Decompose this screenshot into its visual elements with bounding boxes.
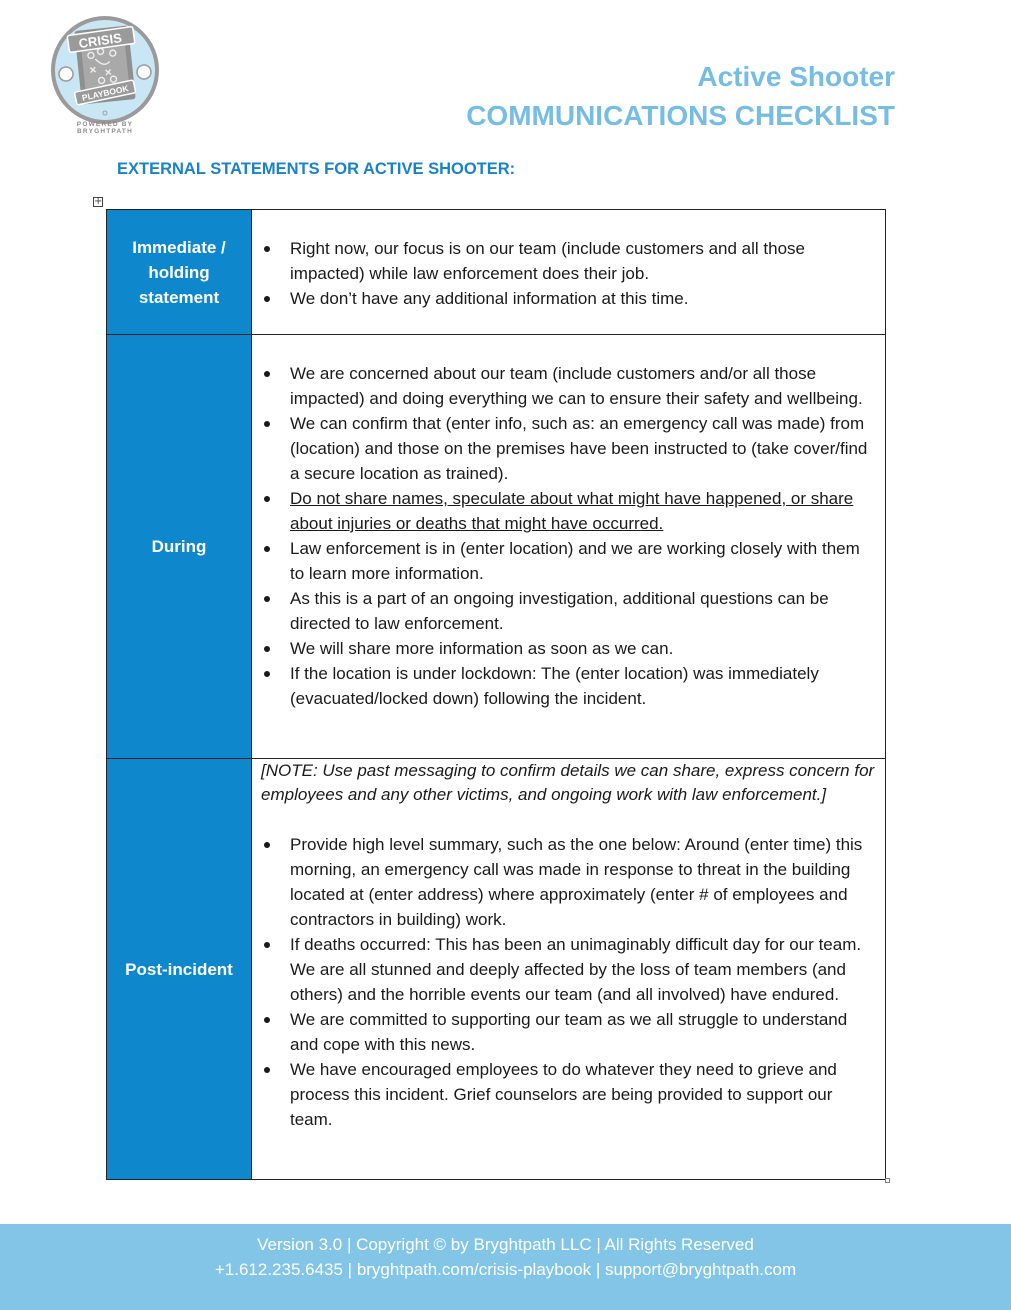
table-row-post-incident <box>107 758 885 1179</box>
bullet-text: If deaths occurred: This has been an unimaginably difficult day for our team. We are all stunned and deeply affected by the loss of team members (and others) and the horrible events our team (and all involved) have endured. <box>290 935 862 1004</box>
bullet-item <box>261 1007 877 1057</box>
bullet-item <box>261 1057 877 1132</box>
table-move-handle-icon[interactable]: + <box>94 196 103 207</box>
footer-contact: +1.612.235.6435 | bryghtpath.com/crisis-playbook | support@bryghtpath.com <box>214 1260 797 1279</box>
bullet-text: As this is a part of an ongoing investigation, additional questions can be directed to law enforcement. <box>290 589 829 633</box>
bullet-text: We don’t have any additional information at this time. <box>290 289 689 308</box>
bullet-text: We can confirm that (enter info, such as: an emergency call was made) from (location) and those on the premises have been instructed to (take cover/find a secure location as trained). <box>290 414 868 483</box>
bullet-text: We have encouraged employees to do whatever they need to grieve and process this incident. Grief counselors are being provided to support our team. <box>290 1060 837 1129</box>
document-title <box>466 58 895 136</box>
row-content <box>252 335 885 758</box>
bullet-item <box>261 536 877 586</box>
title-line-1: Active Shooter <box>697 61 895 92</box>
bullet-text: If the location is under lockdown: The (enter location) was immediately (evacuated/locked down) following the incident. <box>290 664 819 708</box>
bullet-text-emphasis: Do not share names, speculate about what might have happened, or share about injuries or deaths that might have occurred. <box>290 489 854 533</box>
bullet-text: Provide high level summary, such as the one below: Around (enter time) this morning, an emergency call was made in response to threat in the building located at (enter address) where approximately (enter # of employees and contractors in building) work. <box>290 835 863 929</box>
bullet-item <box>261 661 877 711</box>
row-content <box>252 210 885 334</box>
table-row-during <box>107 334 885 758</box>
row-content <box>252 759 885 1179</box>
bullet-item <box>261 286 877 311</box>
bullet-item <box>261 832 877 932</box>
bullet-item <box>261 932 877 1007</box>
bullet-text: We will share more information as soon as we can. <box>290 639 674 658</box>
row-label: Immediate / holding statement <box>107 210 252 334</box>
logo-brand-bottom: PLAYBOOK <box>80 83 130 103</box>
bullet-item <box>261 361 877 411</box>
bullet-text: Law enforcement is in (enter location) and we are working closely with them to learn more information. <box>290 539 860 583</box>
table-resize-handle-icon[interactable] <box>885 1178 890 1183</box>
bullet-text: We are concerned about our team (include customers and/or all those impacted) and doing everything we can to ensure their safety and wellbeing. <box>290 364 863 408</box>
row-label: Post-incident <box>107 759 252 1179</box>
bullet-item <box>261 586 877 636</box>
logo-brand-top: CRISIS <box>77 30 123 52</box>
bullet-item <box>261 486 877 536</box>
crisis-playbook-logo <box>50 14 160 132</box>
section-heading: EXTERNAL STATEMENTS FOR ACTIVE SHOOTER: <box>117 160 516 178</box>
footer-copyright: Version 3.0 | Copyright © by Bryghtpath LLC | All Rights Reserved <box>257 1235 754 1254</box>
page-footer <box>0 1224 1011 1310</box>
bullet-item <box>261 411 877 486</box>
table-row-immediate <box>107 210 885 334</box>
post-incident-note: [NOTE: Use past messaging to confirm details we can share, express concern for employees and any other victims, and ongoing work with law enforcement.] <box>261 761 875 804</box>
title-line-2: COMMUNICATIONS CHECKLIST <box>466 100 895 131</box>
bullet-text: Right now, our focus is on our team (include customers and all those impacted) while law enforcement does their job. <box>290 239 805 283</box>
row-label: During <box>107 335 252 758</box>
bullet-item <box>261 636 877 661</box>
bullet-text: We are committed to supporting our team as we all struggle to understand and cope with this news. <box>290 1010 848 1054</box>
checklist-table <box>106 209 886 1180</box>
logo-powered-by: POWERED BY BRYGHTPATH <box>76 121 134 135</box>
bullet-item <box>261 236 877 286</box>
